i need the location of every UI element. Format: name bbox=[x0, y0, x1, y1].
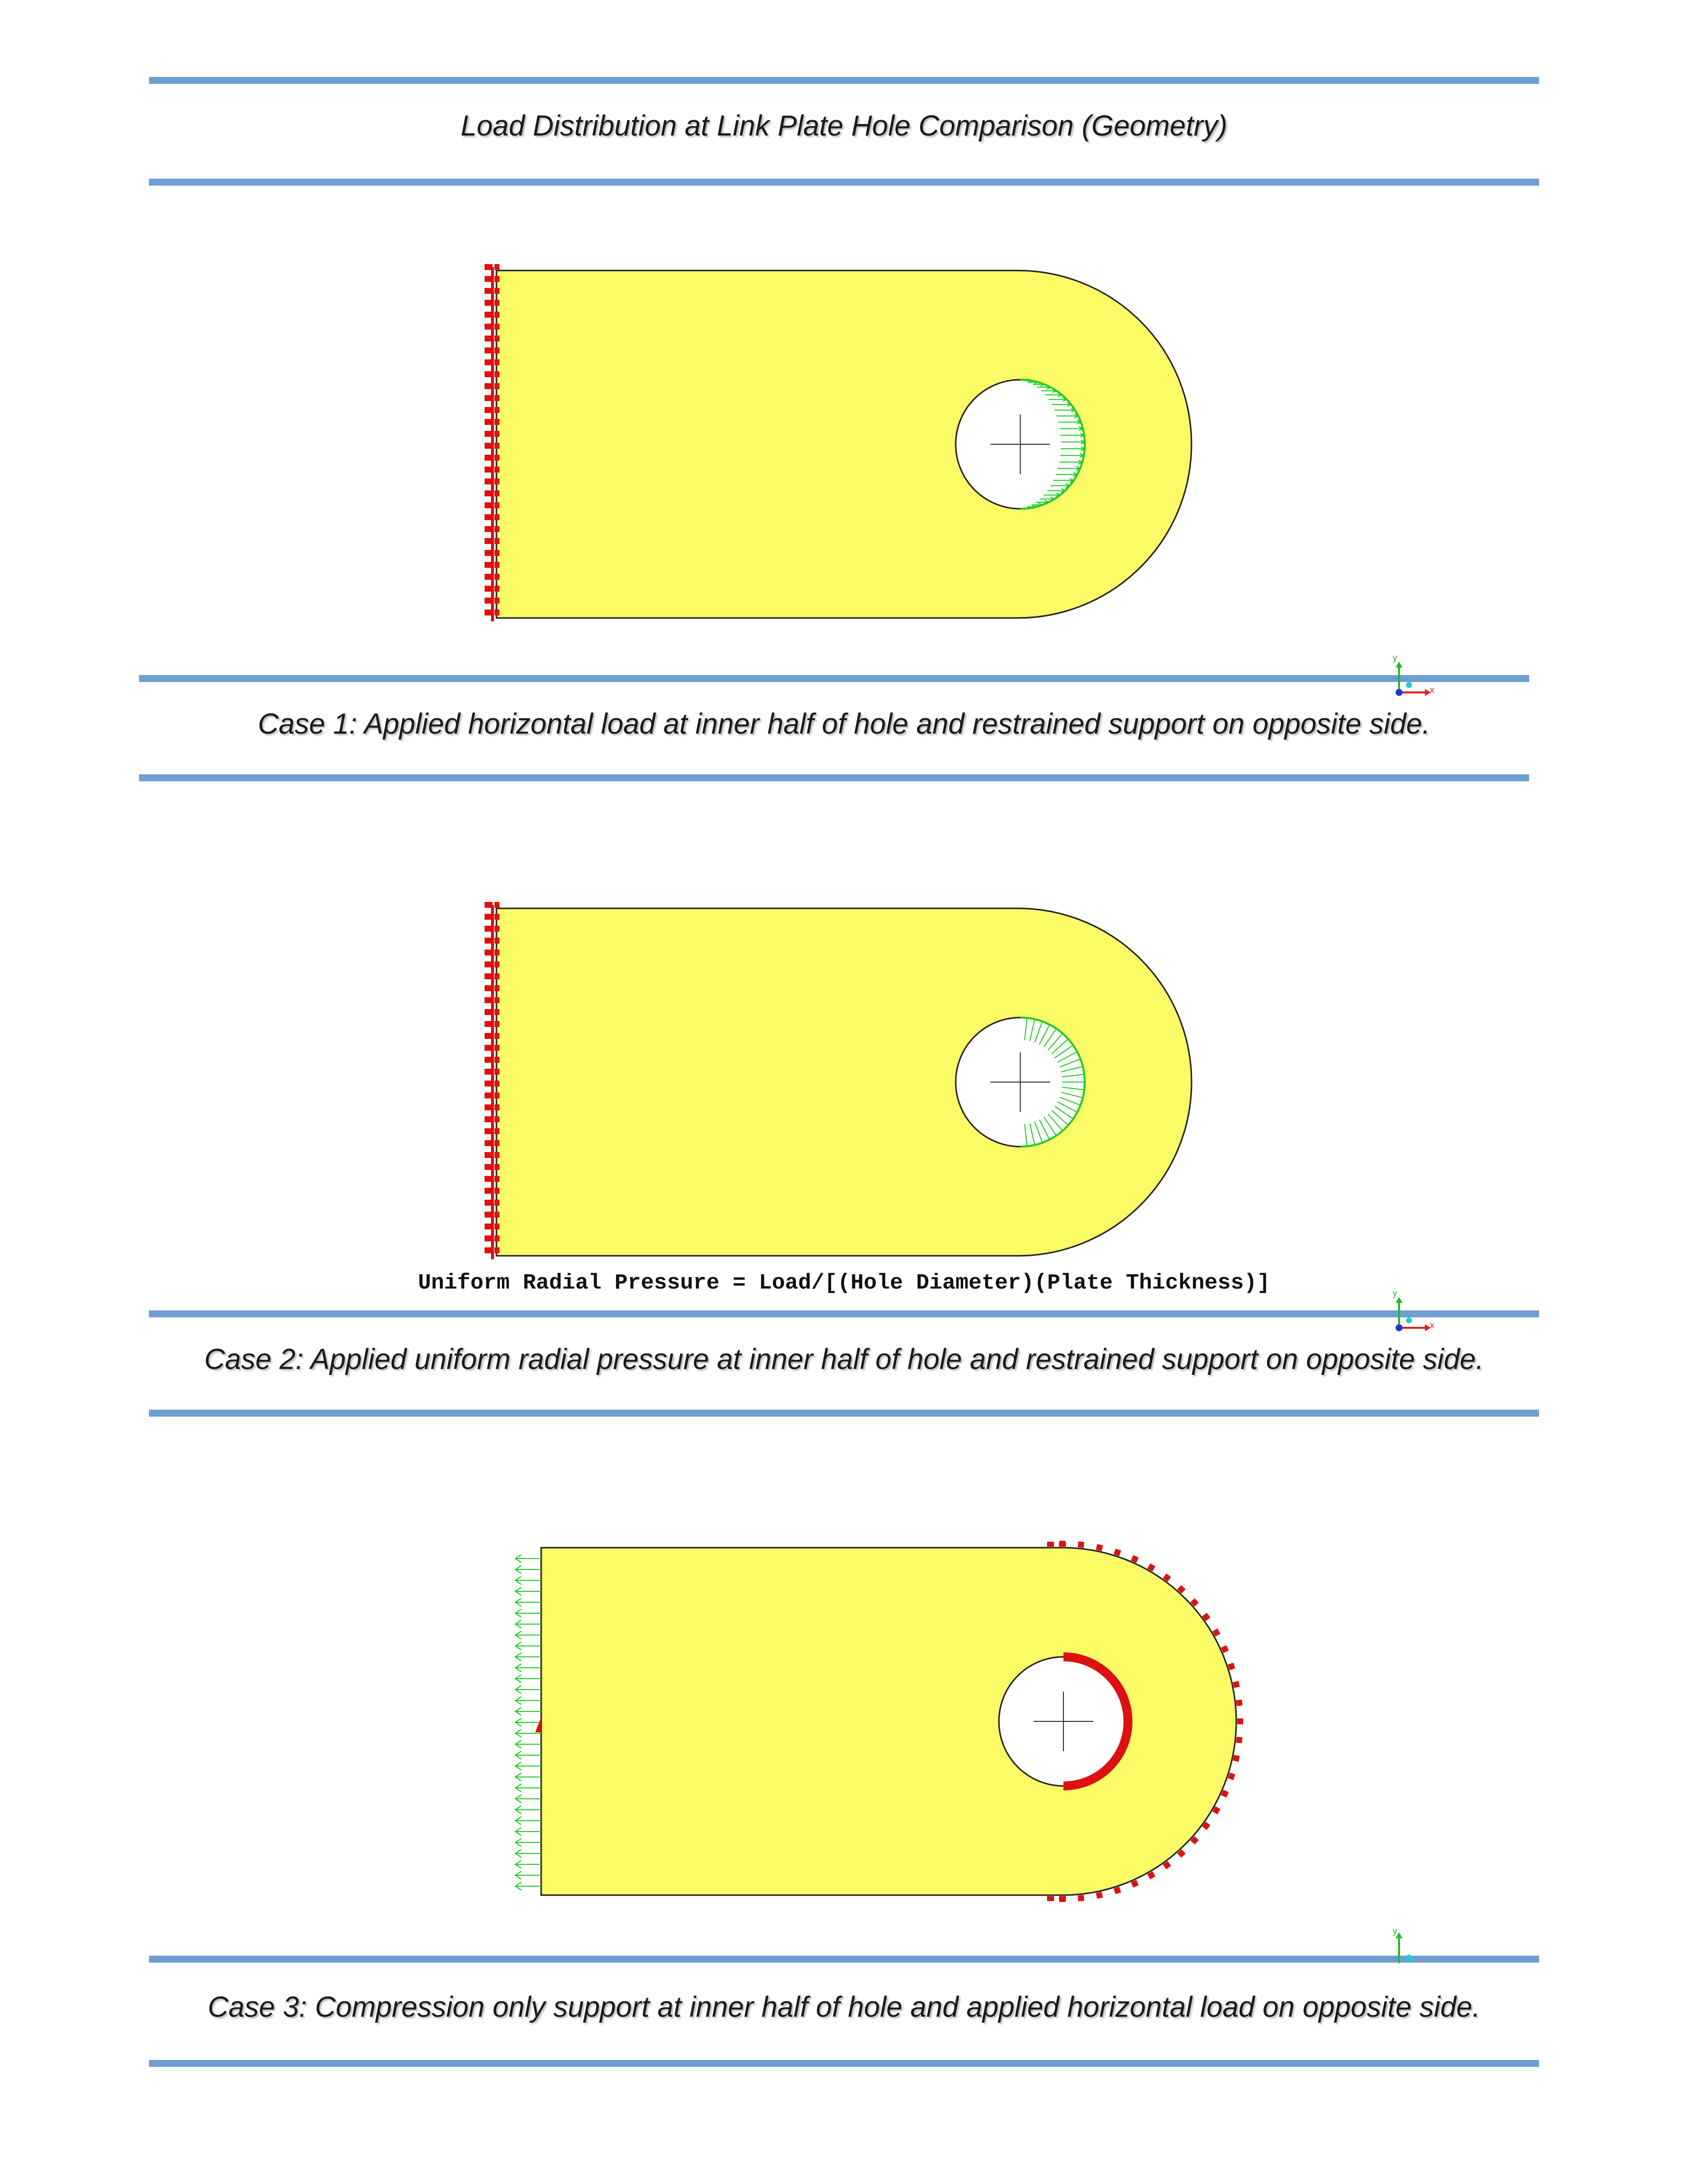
page-title: Load Distribution at Link Plate Hole Comparison (Geometry) bbox=[460, 110, 1228, 142]
case2-diagram bbox=[485, 902, 1431, 1331]
case2-axis-y-label: y bbox=[1393, 1288, 1397, 1298]
case1-plate bbox=[496, 271, 1192, 618]
case3-caption: Case 3: Compression only support at inner half of hole and applied horizontal load on opposite side. bbox=[208, 1991, 1480, 2023]
case1-axis-x-label: x bbox=[1430, 685, 1434, 695]
case3-small-marker bbox=[535, 1717, 541, 1732]
case2-axis-x-label: x bbox=[1430, 1320, 1434, 1330]
case1-caption: Case 1: Applied horizontal load at inner half of hole and restrained support on opposite side. bbox=[258, 708, 1430, 740]
case3-diagram bbox=[515, 1541, 1412, 1963]
case3-left-load-arrows bbox=[515, 1555, 541, 1890]
case2-plate bbox=[496, 908, 1192, 1256]
case2-formula: Uniform Radial Pressure = Load/[(Hole Diameter)(Plate Thickness)] bbox=[418, 1271, 1270, 1296]
case2-left-restraint bbox=[485, 902, 499, 1259]
case1-axis-y-label: y bbox=[1393, 653, 1397, 663]
case3-axis-triad bbox=[1396, 1932, 1412, 1963]
case1-left-restraint bbox=[485, 264, 499, 621]
case3-axis-y-label: y bbox=[1393, 1926, 1397, 1936]
case1-diagram bbox=[485, 264, 1431, 696]
case2-axis-triad bbox=[1396, 1297, 1431, 1331]
case1-axis-triad bbox=[1396, 662, 1431, 696]
case2-caption: Case 2: Applied uniform radial pressure at inner half of hole and restrained support on opposite side. bbox=[204, 1343, 1484, 1375]
